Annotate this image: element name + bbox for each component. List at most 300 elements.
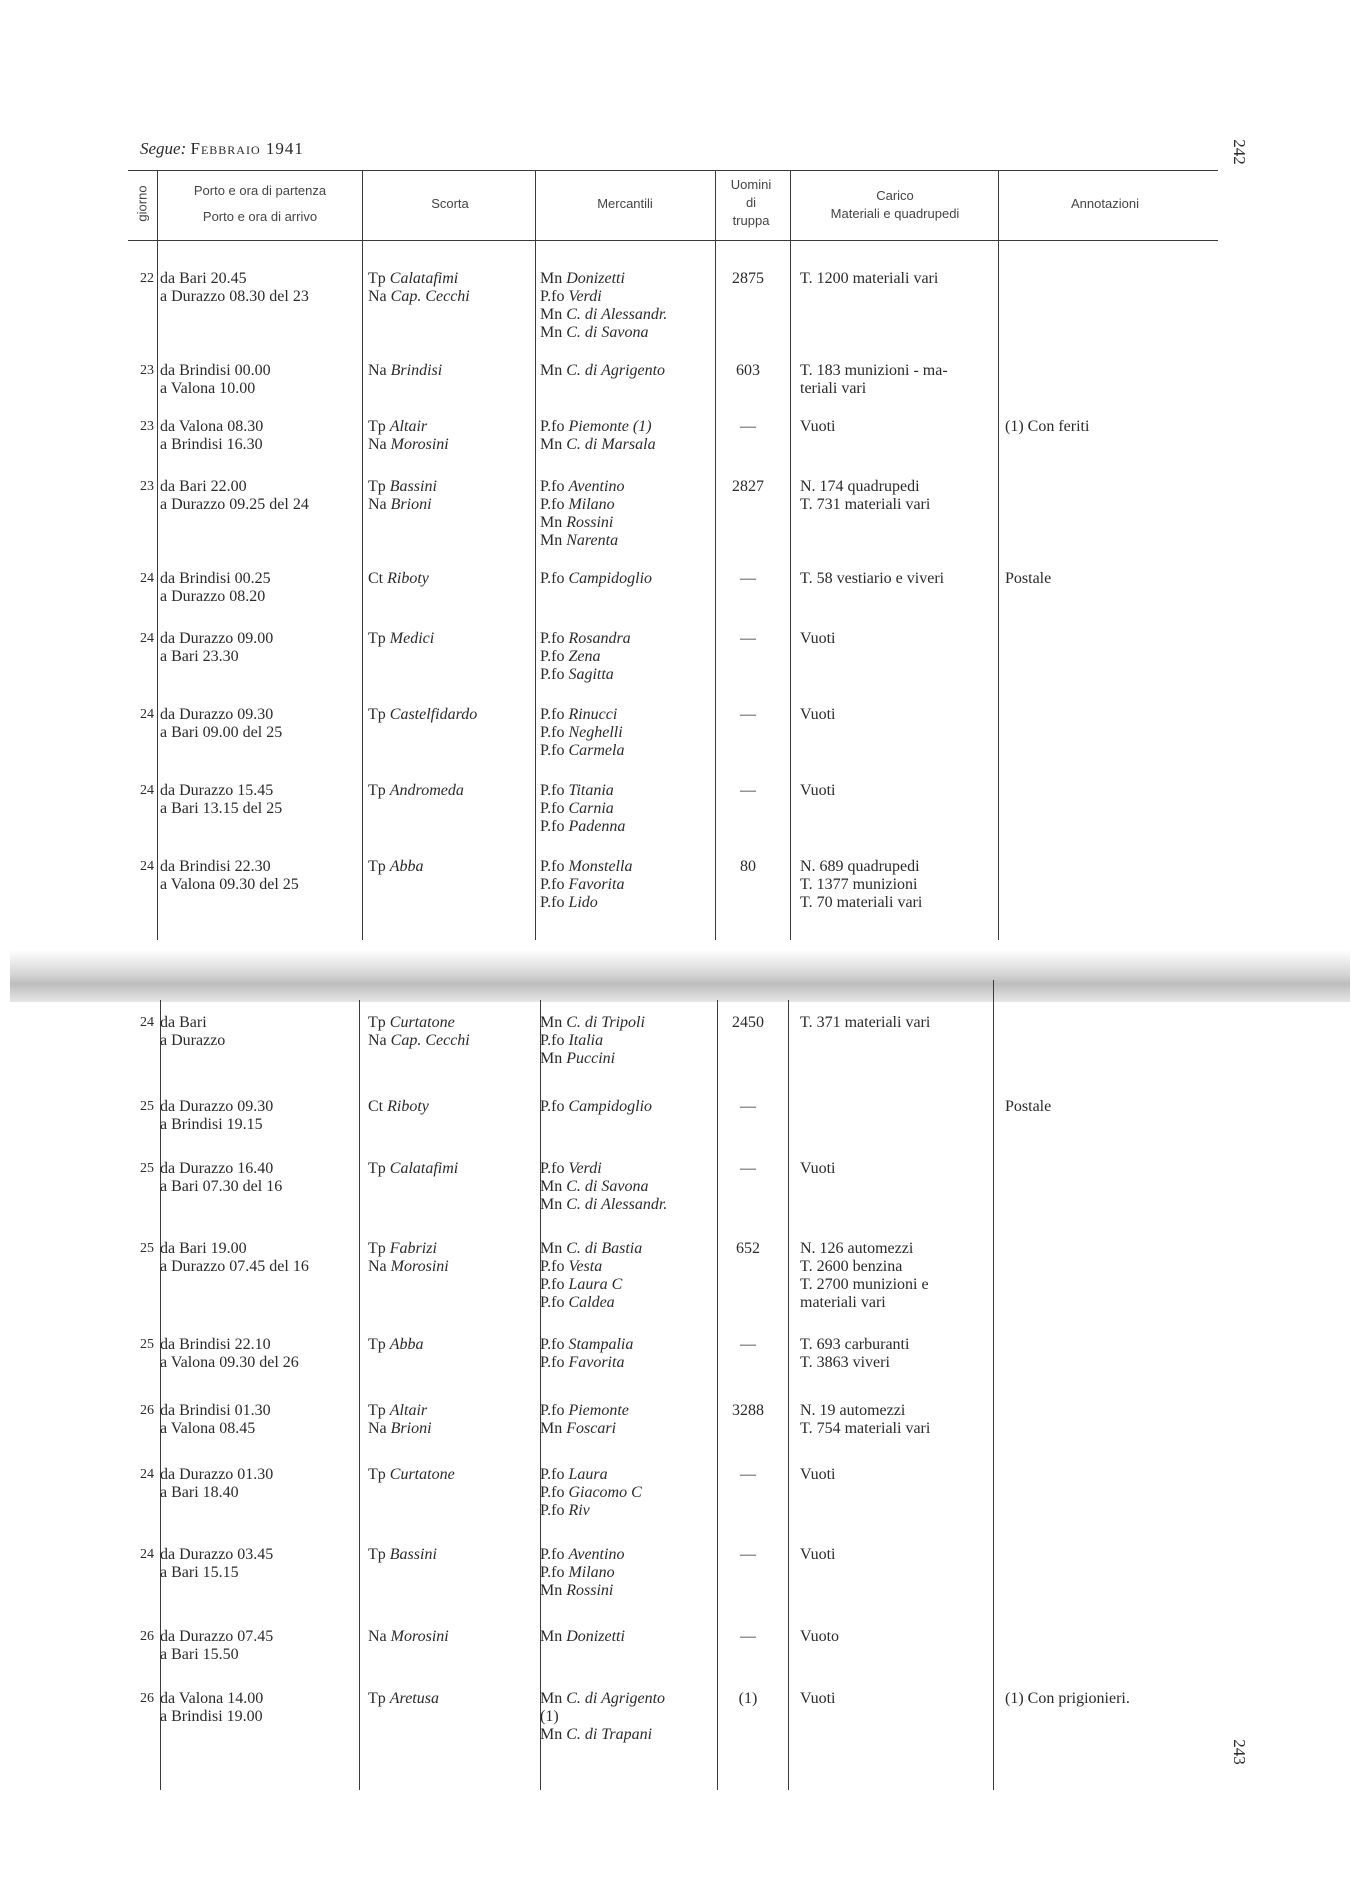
merchant-cell-line: Mn C. di Alessandr. [540, 1196, 668, 1213]
troops-cell [718, 270, 778, 288]
col-header-troops [716, 176, 786, 230]
escort-cell [368, 1336, 538, 1354]
route-cell-line: a Valona 09.30 del 26 [160, 1354, 299, 1371]
troops-cell-line: — [740, 1628, 756, 1645]
route-cell [160, 1546, 360, 1582]
route-cell-line: a Bari 13.15 del 25 [160, 800, 283, 817]
merchant-cell [540, 1628, 710, 1646]
cargo-cell-line: N. 174 quadrupedi [800, 478, 920, 495]
route-cell [160, 570, 360, 606]
troops-cell-line: — [740, 418, 756, 435]
merchant-cell-line: P.fo Milano [540, 496, 615, 513]
escort-cell [368, 1628, 538, 1646]
merchant-cell-line: P.fo Stampalia [540, 1336, 634, 1353]
col-rule [540, 1000, 541, 1790]
troops-cell-line: 2875 [732, 270, 764, 287]
escort-cell-line: Na Brioni [368, 1420, 432, 1437]
escort-cell [368, 1160, 538, 1178]
troops-cell [718, 1098, 778, 1116]
escort-cell [368, 1466, 538, 1484]
troops-cell [718, 1402, 778, 1420]
troops-cell-line: 652 [736, 1240, 760, 1257]
escort-cell-line: Na Morosini [368, 436, 449, 453]
route-cell [160, 1336, 360, 1372]
route-cell-line: da Bari 19.00 [160, 1240, 247, 1257]
route-cell-line: da Bari 22.00 [160, 478, 247, 495]
day-cell-line: 24 [140, 859, 154, 874]
day-cell [124, 1160, 154, 1178]
day-cell-line: 26 [140, 1691, 154, 1706]
troops-cell-line: — [740, 1546, 756, 1563]
route-cell-line: a Durazzo [160, 1032, 226, 1049]
merchant-cell-line: P.fo Campidoglio [540, 1098, 653, 1115]
notes-cell [1005, 570, 1205, 588]
merchant-cell-line: P.fo Titania [540, 782, 614, 799]
troops-cell [718, 1014, 778, 1032]
escort-cell [368, 570, 538, 588]
merchant-cell-line: Mn Narenta [540, 532, 619, 549]
merchant-cell-line: P.fo Riv [540, 1502, 590, 1519]
merchant-cell-line: P.fo Favorita [540, 1354, 625, 1371]
col-header-arrival: Porto e ora di arrivo [202, 209, 318, 224]
day-cell-line: 24 [140, 783, 154, 798]
route-cell-line: da Durazzo 15.45 [160, 782, 274, 799]
merchant-cell [540, 630, 710, 684]
troops-cell [718, 1466, 778, 1484]
escort-cell-line: Ct Riboty [368, 1098, 429, 1115]
col-rule [717, 1000, 718, 1790]
page-number-top: 242 [1229, 139, 1249, 165]
merchant-cell [540, 270, 710, 342]
cargo-cell [800, 1160, 1000, 1178]
escort-cell-line: Tp Altair [368, 1402, 428, 1419]
troops-cell [718, 362, 778, 380]
merchant-cell-line: Mn Rossini [540, 514, 614, 531]
day-cell-line: 24 [140, 707, 154, 722]
cargo-cell [800, 1690, 1000, 1708]
route-cell-line: da Brindisi 00.25 [160, 570, 271, 587]
col-header-cargo [790, 187, 1000, 223]
cargo-cell-line: T. 2600 benzina [800, 1258, 903, 1275]
cargo-cell-line: T. 754 materiali vari [800, 1420, 931, 1437]
day-cell-line: 26 [140, 1629, 154, 1644]
cargo-cell-line: Vuoti [800, 1160, 836, 1177]
escort-cell-line: Tp Calatafimi [368, 270, 459, 287]
merchant-cell [540, 570, 710, 588]
route-cell [160, 1402, 360, 1438]
merchant-cell-line: P.fo Piemonte (1) [540, 418, 652, 435]
cargo-cell-line: T. 693 carburanti [800, 1336, 910, 1353]
cargo-cell-line: N. 19 automezzi [800, 1402, 906, 1419]
cargo-cell-line: N. 126 automezzi [800, 1240, 914, 1257]
merchant-cell [540, 1546, 710, 1600]
merchant-cell [540, 1466, 710, 1520]
escort-cell [368, 362, 538, 380]
escort-cell-line: Tp Castelfidardo [368, 706, 478, 723]
escort-cell-line: Tp Bassini [368, 1546, 437, 1563]
troops-cell [718, 1690, 778, 1708]
route-cell-line: da Durazzo 03.45 [160, 1546, 274, 1563]
escort-cell [368, 1690, 538, 1708]
merchant-cell-line: P.fo Campidoglio [540, 570, 653, 587]
route-cell [160, 1160, 360, 1196]
col-header-day: giorno [134, 185, 150, 222]
route-cell [160, 782, 360, 818]
route-cell [160, 858, 360, 894]
route-cell-line: a Durazzo 08.20 [160, 588, 266, 605]
cargo-cell [800, 1466, 1000, 1484]
merchant-cell-line: Mn Puccini [540, 1050, 616, 1067]
day-cell-line: 24 [140, 1547, 154, 1562]
merchant-cell-line: Mn C. di Alessandr. [540, 306, 668, 323]
escort-cell [368, 1240, 538, 1276]
merchant-cell-line: Mn Foscari [540, 1420, 617, 1437]
day-cell-line: 25 [140, 1099, 154, 1114]
merchant-cell-line: P.fo Padenna [540, 818, 626, 835]
route-cell-line: da Durazzo 01.30 [160, 1466, 274, 1483]
cargo-cell [800, 362, 1000, 398]
cargo-cell [800, 570, 1000, 588]
merchant-cell-line: Mn C. di Bastia [540, 1240, 643, 1257]
escort-cell-line: Tp Altair [368, 418, 428, 435]
escort-cell [368, 1546, 538, 1564]
merchant-cell-line: P.fo Verdi [540, 1160, 602, 1177]
troops-cell-line: 2450 [732, 1014, 764, 1031]
troops-cell-line: — [740, 570, 756, 587]
day-cell [124, 782, 154, 800]
escort-cell-line: Na Morosini [368, 1258, 449, 1275]
route-cell [160, 270, 360, 306]
route-cell-line: da Durazzo 09.00 [160, 630, 274, 647]
merchant-cell-line: P.fo Milano [540, 1564, 615, 1581]
cargo-cell [800, 858, 1000, 912]
merchant-cell-line: P.fo Carnia [540, 800, 614, 817]
day-cell-line: 23 [140, 363, 154, 378]
route-cell [160, 418, 360, 454]
cargo-cell-line: T. 371 materiali vari [800, 1014, 931, 1031]
troops-cell [718, 1546, 778, 1564]
merchant-cell-line: Mn Rossini [540, 1582, 614, 1599]
route-cell-line: da Bari 20.45 [160, 270, 247, 287]
notes-cell-line: Postale [1005, 570, 1052, 587]
escort-cell [368, 270, 538, 306]
cargo-cell [800, 478, 1000, 514]
day-cell-line: 24 [140, 1467, 154, 1482]
escort-cell [368, 630, 538, 648]
escort-cell-line: Tp Curtatone [368, 1014, 455, 1031]
page-fold-shadow [10, 950, 1350, 1002]
troops-cell [718, 1240, 778, 1258]
col-header-route [160, 182, 360, 226]
col-rule [790, 170, 791, 940]
cargo-cell-line: Vuoti [800, 630, 836, 647]
route-cell-line: a Bari 23.30 [160, 648, 239, 665]
day-cell [124, 1466, 154, 1484]
merchant-cell-line: P.fo Favorita [540, 876, 625, 893]
merchant-cell [540, 362, 710, 380]
route-cell-line: a Bari 09.00 del 25 [160, 724, 283, 741]
merchant-cell [540, 1098, 710, 1116]
notes-cell-line: (1) Con feriti [1005, 418, 1090, 435]
troops-cell [718, 782, 778, 800]
troops-cell-line: — [740, 1336, 756, 1353]
cargo-cell-line: T. 2700 munizioni e [800, 1276, 929, 1293]
cargo-cell [800, 782, 1000, 800]
route-cell [160, 1098, 360, 1134]
escort-cell-line: Tp Fabrizi [368, 1240, 437, 1257]
escort-cell-line: Tp Aretusa [368, 1690, 439, 1707]
merchant-cell-line: P.fo Italia [540, 1032, 604, 1049]
route-cell-line: da Brindisi 01.30 [160, 1402, 271, 1419]
route-cell-line: da Brindisi 00.00 [160, 362, 271, 379]
merchant-cell [540, 858, 710, 912]
col-header-cargo-2: Materiali e quadrupedi [830, 206, 960, 221]
troops-cell-line: — [740, 782, 756, 799]
merchant-cell-line: (1) [540, 1708, 559, 1725]
cargo-cell-line: T. 3863 viveri [800, 1354, 890, 1371]
merchant-cell-line: P.fo Laura [540, 1466, 608, 1483]
troops-cell-line: (1) [738, 1690, 758, 1707]
troops-cell-line: — [740, 1098, 756, 1115]
merchant-cell [540, 1160, 710, 1214]
route-cell [160, 1014, 360, 1050]
day-cell [124, 570, 154, 588]
troops-cell [718, 1160, 778, 1178]
troops-cell-line: 3288 [732, 1402, 764, 1419]
heading-title: Febbraio 1941 [190, 139, 304, 158]
merchant-cell-line: Mn Donizetti [540, 1628, 625, 1645]
route-cell-line: a Durazzo 08.30 del 23 [160, 288, 309, 305]
escort-cell [368, 706, 538, 724]
col-rule [788, 1000, 789, 1790]
merchant-cell-line: P.fo Vesta [540, 1258, 603, 1275]
col-header-merchant: Mercantili [597, 196, 653, 211]
route-cell-line: da Durazzo 07.45 [160, 1628, 274, 1645]
route-cell-line: da Bari [160, 1014, 207, 1031]
route-cell-line: a Bari 18.40 [160, 1484, 239, 1501]
troops-cell [718, 1628, 778, 1646]
cargo-cell [800, 1402, 1000, 1438]
merchant-cell-line: P.fo Caldea [540, 1294, 615, 1311]
cargo-cell-line: Vuoti [800, 1466, 836, 1483]
cargo-cell-line: Vuoti [800, 1690, 836, 1707]
escort-cell [368, 1098, 538, 1116]
cargo-cell [800, 1628, 1000, 1646]
merchant-cell-line: P.fo Rinucci [540, 706, 618, 723]
notes-cell [1005, 1690, 1205, 1708]
merchant-cell [540, 706, 710, 760]
cargo-cell-line: T. 731 materiali vari [800, 496, 931, 513]
route-cell-line: da Valona 14.00 [160, 1690, 264, 1707]
merchant-cell-line: P.fo Verdi [540, 288, 602, 305]
cargo-cell-line: Vuoti [800, 706, 836, 723]
merchant-cell-line: Mn C. di Tripoli [540, 1014, 645, 1031]
col-rule [993, 980, 994, 1790]
cargo-cell-line: T. 1377 munizioni [800, 876, 918, 893]
route-cell-line: a Bari 15.50 [160, 1646, 239, 1663]
col-header-escort: Scorta [431, 196, 469, 211]
merchant-cell-line: P.fo Sagitta [540, 666, 614, 683]
merchant-cell [540, 1336, 710, 1372]
merchant-cell [540, 418, 710, 454]
day-cell [124, 1336, 154, 1354]
escort-cell [368, 858, 538, 876]
troops-cell [718, 630, 778, 648]
col-header-troops-2: di [745, 195, 757, 210]
merchant-cell-line: P.fo Laura C [540, 1276, 623, 1293]
notes-cell [1005, 418, 1205, 436]
merchant-cell-line: Mn C. di Marsala [540, 436, 656, 453]
cargo-cell [800, 630, 1000, 648]
cargo-cell-line: Vuoti [800, 782, 836, 799]
day-cell-line: 23 [140, 419, 154, 434]
escort-cell-line: Tp Abba [368, 858, 424, 875]
notes-cell [1005, 1098, 1205, 1116]
route-cell [160, 1628, 360, 1664]
escort-cell-line: Ct Riboty [368, 570, 429, 587]
merchant-cell-line: P.fo Zena [540, 648, 601, 665]
troops-cell-line: 80 [740, 858, 756, 875]
cargo-cell [800, 706, 1000, 724]
merchant-cell [540, 1402, 710, 1438]
page-heading [140, 139, 304, 159]
day-cell-line: 26 [140, 1403, 154, 1418]
header-bottom-rule [128, 240, 1218, 241]
merchant-cell-line: P.fo Rosandra [540, 630, 631, 647]
troops-cell-line: — [740, 1466, 756, 1483]
cargo-cell [800, 1336, 1000, 1372]
cargo-cell-line: Vuoto [800, 1628, 840, 1645]
day-cell-line: 25 [140, 1337, 154, 1352]
day-cell [124, 858, 154, 876]
troops-cell [718, 418, 778, 436]
merchant-cell-line: P.fo Aventino [540, 1546, 625, 1563]
escort-cell-line: Na Brioni [368, 496, 432, 513]
route-cell-line: a Valona 08.45 [160, 1420, 256, 1437]
merchant-cell-line: P.fo Neghelli [540, 724, 623, 741]
day-cell [124, 706, 154, 724]
merchant-cell-line: P.fo Carmela [540, 742, 625, 759]
merchant-cell-line: P.fo Piemonte [540, 1402, 629, 1419]
day-cell [124, 1098, 154, 1116]
day-cell [124, 1628, 154, 1646]
route-cell-line: a Valona 09.30 del 25 [160, 876, 299, 893]
escort-cell [368, 478, 538, 514]
route-cell [160, 1690, 360, 1726]
troops-cell-line: 603 [736, 362, 760, 379]
route-cell [160, 478, 360, 514]
day-cell [124, 1690, 154, 1708]
col-header-cargo-1: Carico [876, 188, 914, 203]
col-header-departure: Porto e ora di partenza [193, 183, 327, 198]
route-cell-line: a Brindisi 16.30 [160, 436, 263, 453]
troops-cell-line: — [740, 1160, 756, 1177]
day-cell-line: 25 [140, 1241, 154, 1256]
merchant-cell-line: P.fo Giacomo C [540, 1484, 642, 1501]
heading-prefix: Segue: [140, 139, 187, 158]
route-cell-line: da Brindisi 22.10 [160, 1336, 271, 1353]
route-cell-line: da Brindisi 22.30 [160, 858, 271, 875]
troops-cell [718, 1336, 778, 1354]
troops-cell [718, 706, 778, 724]
route-cell-line: a Valona 10.00 [160, 380, 256, 397]
merchant-cell-line: Mn C. di Savona [540, 324, 649, 341]
notes-cell-line: (1) Con prigionieri. [1005, 1690, 1130, 1707]
route-cell [160, 706, 360, 742]
page-number-bottom: 243 [1229, 1739, 1249, 1765]
route-cell-line: a Bari 15.15 [160, 1564, 239, 1581]
header-top-rule [128, 170, 1218, 171]
cargo-cell [800, 270, 1000, 288]
day-cell [124, 270, 154, 288]
merchant-cell [540, 1240, 710, 1312]
troops-cell-line: — [740, 630, 756, 647]
notes-cell-line: Postale [1005, 1098, 1052, 1115]
route-cell-line: da Durazzo 16.40 [160, 1160, 274, 1177]
escort-cell-line: Na Brindisi [368, 362, 443, 379]
merchant-cell-line: P.fo Lido [540, 894, 598, 911]
cargo-cell [800, 1240, 1000, 1312]
cargo-cell [800, 418, 1000, 436]
day-cell [124, 1402, 154, 1420]
day-cell-line: 24 [140, 631, 154, 646]
merchant-cell [540, 478, 710, 550]
escort-cell-line: Na Morosini [368, 1628, 449, 1645]
merchant-cell-line: Mn C. di Agrigento [540, 1690, 666, 1707]
merchant-cell-line: P.fo Monstella [540, 858, 633, 875]
col-header-troops-3: truppa [732, 213, 770, 228]
escort-cell [368, 1402, 538, 1438]
escort-cell-line: Tp Medici [368, 630, 435, 647]
route-cell-line: da Durazzo 09.30 [160, 706, 274, 723]
merchant-cell [540, 1690, 710, 1744]
troops-cell-line: 2827 [732, 478, 764, 495]
route-cell [160, 362, 360, 398]
cargo-cell-line: teriali vari [800, 380, 867, 397]
merchant-cell-line: Mn C. di Savona [540, 1178, 649, 1195]
escort-cell-line: Na Cap. Cecchi [368, 1032, 470, 1049]
day-cell [124, 630, 154, 648]
route-cell-line: a Durazzo 07.45 del 16 [160, 1258, 309, 1275]
cargo-cell-line: T. 183 munizioni - ma- [800, 362, 948, 379]
col-header-troops-1: Uomini [730, 177, 772, 192]
route-cell-line: a Durazzo 09.25 del 24 [160, 496, 309, 513]
day-cell [124, 1014, 154, 1032]
escort-cell [368, 1014, 538, 1050]
escort-cell-line: Tp Curtatone [368, 1466, 455, 1483]
troops-cell [718, 570, 778, 588]
escort-cell-line: Tp Abba [368, 1336, 424, 1353]
col-rule [362, 170, 363, 940]
col-header-notes: Annotazioni [1071, 196, 1139, 211]
day-cell-line: 23 [140, 479, 154, 494]
cargo-cell [800, 1546, 1000, 1564]
troops-cell [718, 478, 778, 496]
route-cell [160, 1466, 360, 1502]
route-cell-line: a Brindisi 19.15 [160, 1116, 263, 1133]
merchant-cell-line: P.fo Aventino [540, 478, 625, 495]
day-cell [124, 418, 154, 436]
route-cell [160, 1240, 360, 1276]
col-rule [715, 170, 716, 940]
cargo-cell-line: T. 1200 materiali vari [800, 270, 939, 287]
day-cell-line: 24 [140, 571, 154, 586]
day-cell-line: 22 [140, 271, 154, 286]
route-cell [160, 630, 360, 666]
col-rule [157, 170, 158, 940]
route-cell-line: a Bari 07.30 del 16 [160, 1178, 283, 1195]
day-cell-line: 24 [140, 1015, 154, 1030]
